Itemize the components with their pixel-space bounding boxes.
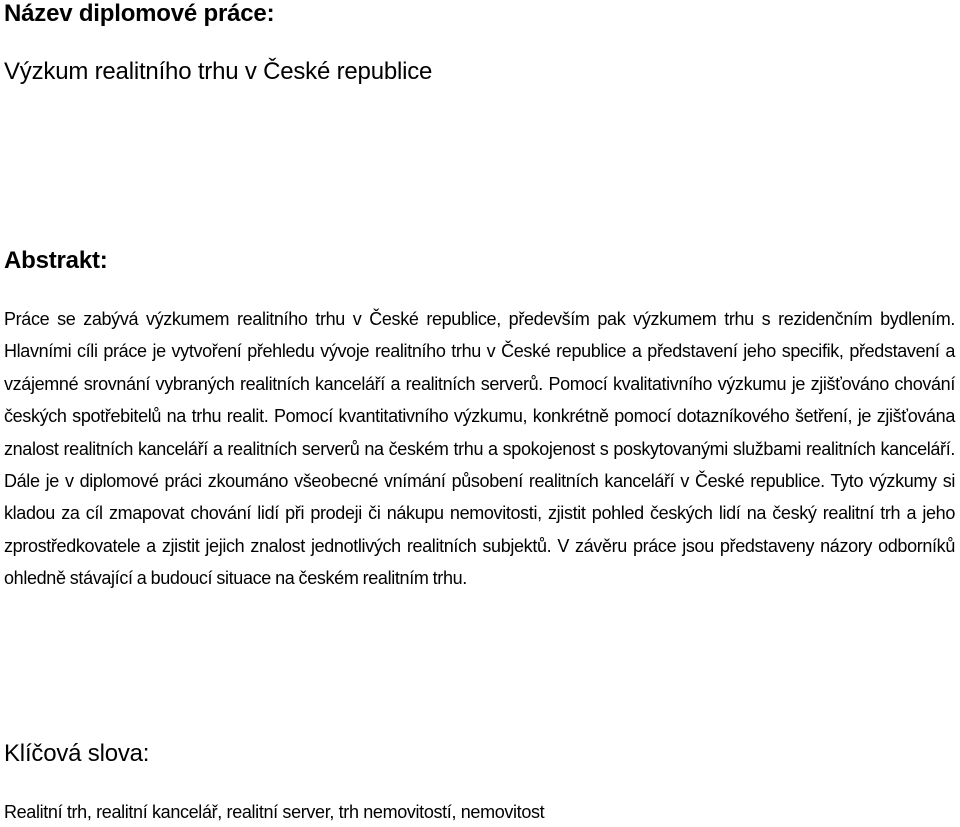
thesis-title: Výzkum realitního trhu v České republice [4, 58, 433, 85]
abstract-text: Práce se zabývá výzkumem realitního trhu v České republice, především pak výzkumem trhu s rezidenčním bydlením. Hlavními cíli práce je vytvoření přehledu vývoje realitního trhu v České republice a představení jeho specifik, představení a vzájemné srovnání vybraných realitních kanceláří a realitních serverů. Pomocí kvalitativního výzkumu je zjišťováno chování českých spotřebitelů na trhu realit. Pomocí kvantitativního výzkumu, konkrétně pomocí dotazníkového šetření, je zjišťována znalost realitních kanceláří a realitních serverů na českém trhu a spokojenost s poskytovanými službami realitních kanceláří. Dále je v diplomové práci zkoumáno všeobecné vnímání působení realitních kanceláří v České republice. Tyto výzkumy si kladou za cíl zmapovat chování lidí při prodeji či nákupu nemovitosti, zjistit pohled českých lidí na český realitní trh a jeho zprostředkovatele a zjistit jejich znalost jednotlivých realitních subjektů. V závěru práce jsou představeny názory odborníků ohledně stávající a budoucí situace na českém realitním trhu. [4, 309, 955, 589]
keywords-heading: Klíčová slova: [4, 740, 150, 767]
keywords-text: Realitní trh, realitní kancelář, realitní server, trh nemovitostí, nemovitost [4, 802, 545, 822]
abstract-heading: Abstrakt: [4, 247, 108, 274]
thesis-title-label: Název diplomové práce: [4, 0, 275, 27]
